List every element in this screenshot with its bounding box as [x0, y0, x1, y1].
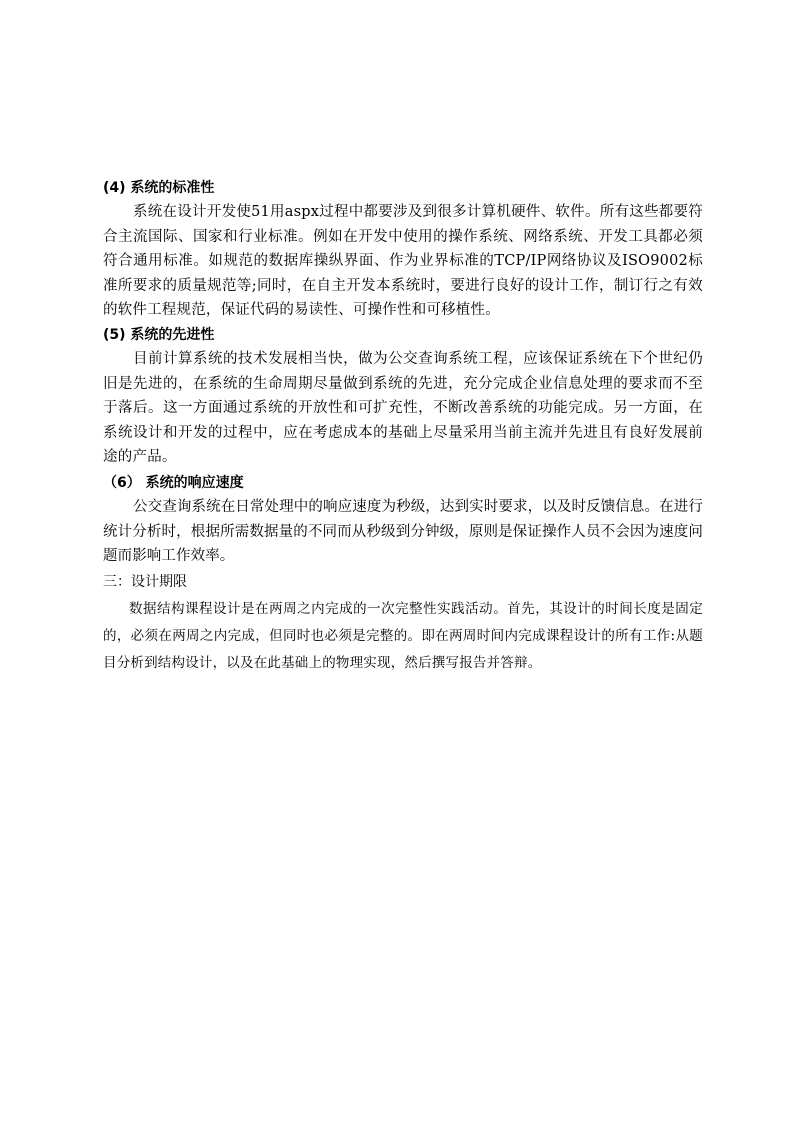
section-heading-advancement: (5) 系统的先进性	[103, 326, 215, 343]
section-heading-standardization: (4) 系统的标准性	[103, 180, 215, 196]
section-paragraph-design-period: 数据结构课程设计是在两周之内完成的一次完整性实践活动。首先，其设计的时间长度是固定的，必须在两周之内完成，但同时也必须是完整的。即在两周时间内完成课程设计的所有工作:从题目分析到结构设计，以及在此基础上的物理实现，然后撰写报告并答辩。	[103, 600, 703, 671]
section-heading-response-speed: （6） 系统的响应速度	[103, 474, 244, 491]
section-heading-design-period: 三：设计期限	[103, 573, 187, 590]
document-body	[103, 176, 703, 677]
section-paragraph-advancement: 目前计算系统的技术发展相当快，做为公交查询系统工程，应该保证系统在下个世纪仍旧是先进的，在系统的生命周期尽量做到系统的先进，充分完成企业信息处理的要求而不至于落后。这一方面通过系统的开放性和可扩充性，不断改善系统的功能完成。另一方面，在系统设计和开发的过程中，应在考虑成本的基础上尽量采用当前主流并先进且有良好发展前途的产品。	[103, 350, 703, 466]
section-paragraph-standardization: 系统在设计开发使51用aspx过程中都要涉及到很多计算机硬件、软件。所有这些都要符合主流国际、国家和行业标准。例如在开发中使用的操作系统、网络系统、开发工具都必须符合通用标准。如规范的数据库操纵界面、作为业界标准的TCP/IP网络协议及ISO9002标准所要求的质量规范等;同时，在自主开发本系统时，要进行良好的设计工作，制订行之有效的软件工程规范，保证代码的易读性、可操作性和可移植性。	[103, 204, 703, 319]
section-paragraph-response-speed: 公交查询系统在日常处理中的响应速度为秒级，达到实时要求，以及时反馈信息。在进行统计分析时，根据所需数据量的不同而从秒级到分钟级，原则是保证操作人员不会因为速度问题而影响工作效率。	[103, 498, 703, 565]
